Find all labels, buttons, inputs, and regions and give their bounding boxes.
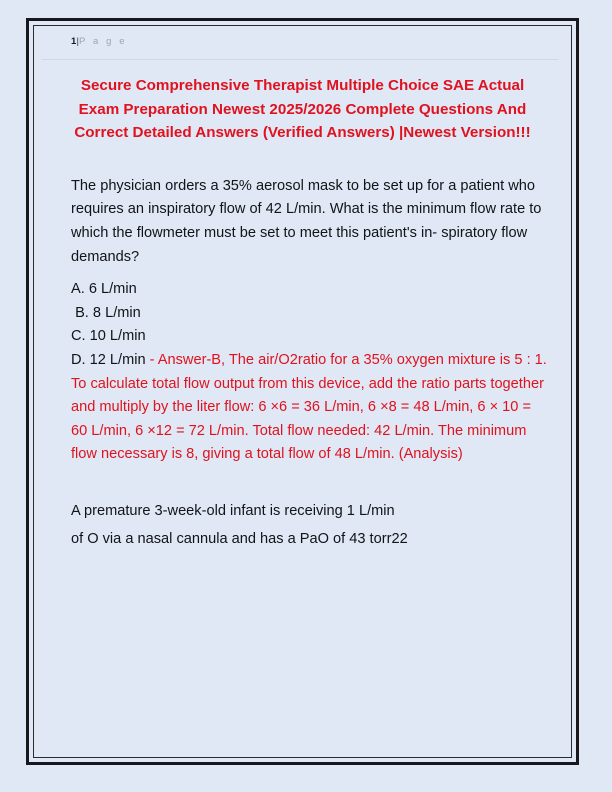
- option-c[interactable]: C. 10 L/min: [71, 328, 146, 345]
- spacer-after-title: [34, 145, 571, 175]
- header-page-number: 1: [71, 36, 77, 47]
- spacer-before-next-question: [34, 467, 571, 497]
- next-question-line-1: A premature 3-week-old infant is receiving 1 L/min: [71, 502, 395, 519]
- answer-explanation: - Answer-B, The air/O2ratio for a 35% oxygen mixture is 5 : 1. To calculate total flow output from this device, add the ratio parts together and multiply by the liter flow: 6 ×6 = 36 L/min, 6 ×8 = 48 L/min, 6 × 10 = 60 L/min, 6 ×12 = 72 L/min. Total flow needed: 42 L/min. The minimum flow necessary is 8, giving a total flow of 48 L/min. (Analysis): [71, 351, 547, 463]
- document-title: Secure Comprehensive Therapist Multiple Choice SAE Actual Exam Preparation Newest 2025/2026 Complete Questions And Correct Detailed Answers (Verified Answers) |Newest Version!!!: [74, 77, 531, 142]
- option-a[interactable]: A. 6 L/min: [71, 281, 137, 298]
- spacer-before-options: [34, 269, 571, 278]
- header-separator: |: [76, 36, 79, 47]
- page-content: [34, 26, 571, 757]
- next-question-line-2: of O via a nasal cannula and has a PaO of 43 torr22: [71, 530, 408, 547]
- page-number-label: [71, 36, 127, 47]
- option-d-with-answer[interactable]: [34, 349, 571, 467]
- page-header: [34, 36, 571, 62]
- option-d-label: D. 12 L/min: [71, 351, 146, 368]
- question-stem: The physician orders a 35% aerosol mask to be set up for a patient who requires an inspiratory flow of 42 L/min. What is the minimum flow rate to which the flowmeter must be set to meet this patient's in- spiratory flow demands?: [71, 177, 542, 265]
- header-page-word: P a g e: [78, 36, 128, 47]
- document-body: [34, 70, 571, 553]
- option-b[interactable]: B. 8 L/min: [71, 304, 141, 321]
- header-divider: [42, 59, 558, 60]
